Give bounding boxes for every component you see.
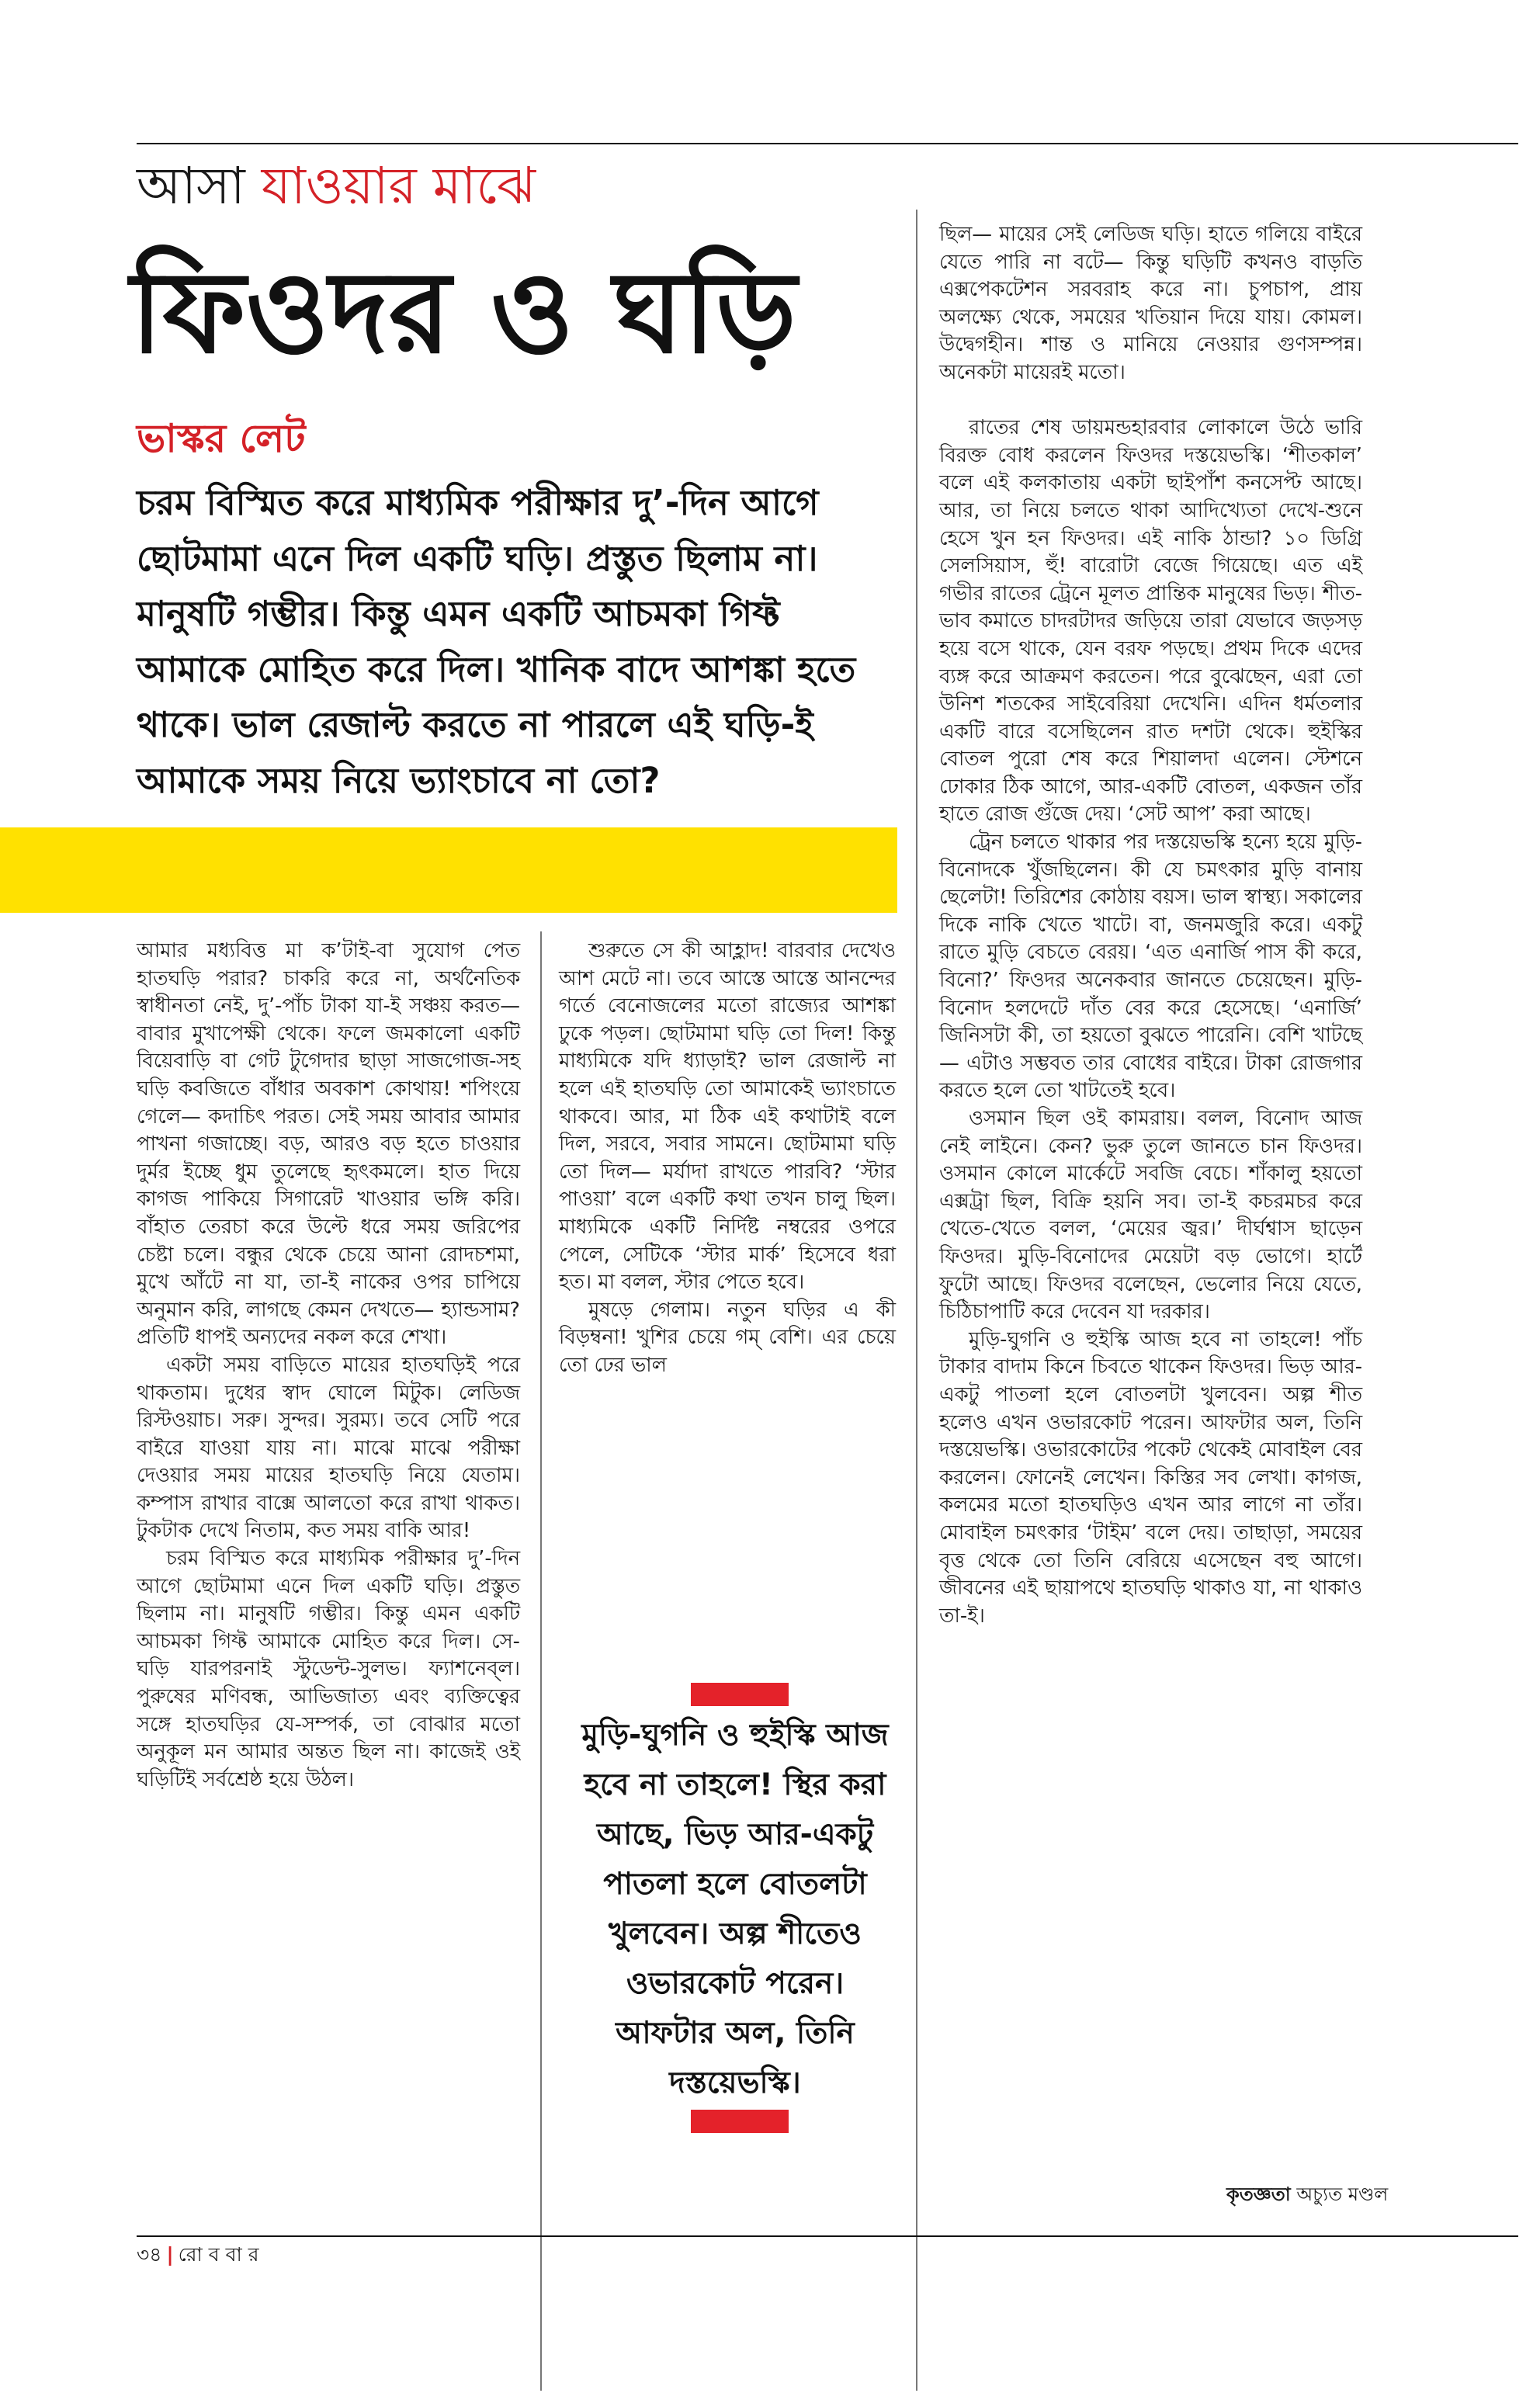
pullquote-bottom-bar bbox=[691, 2110, 789, 2133]
paragraph: ওসমান ছিল ওই কামরায়। বলল, বিনোদ আজ নেই লাইনে। কেন? ভুরু তুলে জানতে চান ফিওদর। ওসমান কোলে মার্কেটে সবজি বেচে। শাঁকালু হয়তো এক্সট্রা ছিল, বিক্রি হয়নি সব। তা-ই কচরমচর করে খেতে-খেতে বলল, ‘মেয়ের জ্বর।’ দীর্ঘশ্বাস ছাড়েন ফিওদর। মুড়ি-বিনোদের মেয়েটা বড় ভোগে। হার্টে ফুটো আছে। ফিওদর বলেছেন, ভেলোর নিয়ে যেতে, চিঠিচাপাটি করে দেবেন যা দরকার। bbox=[939, 1107, 1362, 1324]
magazine-name: রো ব বা র bbox=[178, 2243, 259, 2266]
paragraph: ছিল— মায়ের সেই লেডিজ ঘড়ি। হাতে গলিয়ে বাইরে যেতে পারি না বটে— কিন্তু ঘড়িটি কখনও বাড়তি এক্সপেকটেশন সরবরাহ করে না। চুপচাপ, প্রায় অলক্ষ্যে থেকে, সময়ের খতিয়ান দিয়ে যায়। কোমল। উদ্বেগহীন। শান্ত ও মানিয়ে নেওয়ার গুণসম্পন্ন। অনেকটা মায়েরই মতো। bbox=[939, 223, 1362, 384]
column-divider-2 bbox=[916, 210, 917, 2391]
paragraph: আমার মধ্যবিত্ত মা ক’টাই-বা সুযোগ পেত হাতঘড়ি পরার? চাকরি করে না, অর্থনৈতিক স্বাধীনতা নেই, দু’-পাঁচ টাকা যা-ই সঞ্চয় করত— বাবার মুখাপেক্ষী থেকে। ফলে জমকালো একটি বিয়েবাড়ি বা গেট টুগেদার ছাড়া সাজগোজ-সহ ঘড়ি কবজিতে বাঁধার অবকাশ কোথায়! শপিংয়ে গেলে— কদাচিৎ পরত। সেই সময় আবার আমার পাখনা গজাচ্ছে। বড়, আরও বড় হতে চাওয়ার দুর্মর ইচ্ছে ধুম তুলেছে হৃৎকমলে। হাত দিয়ে কাগজ পাকিয়ে সিগারেট খাওয়ার ভঙ্গি করি। বাঁহাত তেরচা করে উল্টে ধরে সময় জরিপের চেষ্টা চলে। বন্ধুর থেকে চেয়ে আনা রোদচশমা, মুখে আঁটে না যা, তা-ই নাকের ওপর চাপিয়ে অনুমান করি, লাগছে কেমন দেখতে— হ্যান্ডসাম? প্রতিটি ধাপই অন্যদের নকল করে শেখা। bbox=[137, 939, 520, 1350]
section-kicker bbox=[137, 155, 536, 217]
page-folio bbox=[137, 2242, 258, 2268]
kicker-part-2: যাওয়ার মাঝে bbox=[261, 156, 536, 216]
top-rule bbox=[137, 143, 1518, 144]
headline: ফিওদর ও ঘড়ি bbox=[130, 246, 797, 379]
intro-deck: চরম বিস্মিত করে মাধ্যমিক পরীক্ষার দু’-দিন আগে ছোটমামা এনে দিল একটি ঘড়ি। প্রস্তুত ছিলাম না। মানুষটি গম্ভীর। কিন্তু এমন একটি আচমকা গিফ্ট আমাকে মোহিত করে দিল। খানিক বাদে আশঙ্কা হতে থাকে। ভাল রেজাল্ট করতে না পারলে এই ঘড়ি-ই আমাকে সময় নিয়ে ভ্যাংচাবে না তো? bbox=[137, 482, 856, 801]
page-number: ৩৪ bbox=[137, 2243, 162, 2266]
paragraph: একটা সময় বাড়িতে মায়ের হাতঘড়িই পরে থাকতাম। দুধের স্বাদ ঘোলে মিটুক। লেডিজ রিস্টওয়াচ। সরু। সুন্দর। সুরম্য। তবে সেটি পরে বাইরে যাওয়া যায় না। মাঝে মাঝে পরীক্ষা দেওয়ার সময় মায়ের হাতঘড়ি নিয়ে যেতাম। কম্পাস রাখার বাক্সে আলতো করে রাখা থাকত। টুকটাক দেখে নিতাম, কত সময় বাকি আর! bbox=[137, 1353, 520, 1543]
paragraph: শুরুতে সে কী আহ্লাদ! বারবার দেখেও আশ মেটে না। তবে আস্তে আস্তে আনন্দের গর্তে বেনোজলের মতো রাজ্যের আশঙ্কা ঢুকে পড়ল। ছোটমামা ঘড়ি তো দিল! কিন্তু মাধ্যমিকে যদি ধ্যাড়াই? ভাল রেজাল্ট না হলে এই হাতঘড়ি তো আমাকেই ভ্যাংচাতে থাকবে। আর, মা ঠিক এই কথাটাই বলে দিল, সরবে, সবার সামনে। ছোটমামা ঘড়ি তো দিল— মর্যাদা রাখতে পারবি? ‘স্টার পাওয়া’ বলে একটি কথা তখন চালু ছিল। মাধ্যমিকে একটি নির্দিষ্ট নম্বরের ওপরে পেলে, সেটিকে ‘স্টার মার্ক’ হিসেবে ধরা হত। মা বলল, স্টার পেতে হবে। bbox=[559, 939, 896, 1295]
paragraph: চরম বিস্মিত করে মাধ্যমিক পরীক্ষার দু’-দিন আগে ছোটমামা এনে দিল একটি ঘড়ি। প্রস্তুত ছিলাম না। মানুষটি গম্ভীর। কিন্তু এমন একটি আচমকা গিফ্ট আমাকে মোহিত করে দিল। সে-ঘড়ি যারপরনাই স্টুডেন্ট-সুলভ। ফ্যাশনেব্‌ল। পুরুষের মণিবন্ধ, আভিজাত্য এবং ব্যক্তিত্বের সঙ্গে হাতঘড়ির যে-সম্পর্ক, তা বোঝার মতো অনুকূল মন আমার অন্তত ছিল না। কাজেই ওই ঘড়িটিই সর্বশ্রেষ্ঠ হয়ে উঠল। bbox=[137, 1547, 520, 1791]
bottom-rule bbox=[137, 2235, 1518, 2237]
credit-line bbox=[1226, 2181, 1388, 2207]
paragraph: মুষড়ে গেলাম। নতুন ঘড়ির এ কী বিড়ম্বনা! খুশির চেয়ে গম্ বেশি। এর চেয়ে তো ঢের ভাল bbox=[559, 1298, 896, 1377]
yellow-band bbox=[0, 827, 897, 913]
credit-name: অচ্যুত মণ্ডল bbox=[1296, 2183, 1389, 2205]
paragraph: রাতের শেষ ডায়মন্ডহারবার লোকালে উঠে ভারি বিরক্ত বোধ করলেন ফিওদর দস্তয়েভস্কি। ‘শীতকাল’ বলে এই কলকাতায় একটা ছাইপাঁশ কনসেপ্ট আছে। আর, তা নিয়ে চলতে থাকা আদিখ্যেতা দেখে-শুনে হেসে খুন হন ফিওদর। এই নাকি ঠান্ডা? ১০ ডিগ্রি সেলসিয়াস, হুঁ! বারোটা বেজে গিয়েছে। এত এই গভীর রাতের ট্রেনে মূলত প্রান্তিক মানুষের ভিড়। শীত-ভাব কমাতে চাদরটাদর জড়িয়ে তারা যেভাবে জড়সড় হয়ে বসে থাকে, যেন বরফ পড়ছে। প্রথম দিকে এদের ব্যঙ্গ করে আক্রমণ করতেন। পরে বুঝেছেন, এরা তো উনিশ শতকের সাইবেরিয়া দেখেনি। এদিন ধর্মতলার একটি বারে বসেছিলেন রাত দশটা থেকে। হুইস্কির বোতল পুরো শেষ করে শিয়ালদা এলেন। স্টেশনে ঢোকার ঠিক আগে, আর-একটি বোতল, একজন তাঁর হাতে রোজ গুঁজে দেয়। ‘সেট আপ’ করা আছে। bbox=[939, 416, 1362, 827]
folio-separator: | bbox=[166, 2243, 174, 2266]
column-divider-1 bbox=[540, 931, 542, 2391]
pullquote-top-bar bbox=[691, 1683, 789, 1706]
byline: ভাস্কর লেট bbox=[137, 416, 306, 461]
kicker-part-1: আসা bbox=[137, 156, 245, 216]
pullquote: মুড়ি-ঘুগনি ও হুইস্কি আজ হবে না তাহলে! স্থির করা আছে, ভিড় আর-একটু পাতলা হলে বোতলটা খুলবেন। অল্প শীতেও ওভারকোট পরেন। আফটার অল, তিনি দস্তয়েভস্কি। bbox=[581, 1718, 889, 2100]
body-column-1 bbox=[137, 938, 520, 1794]
paragraph: মুড়ি-ঘুগনি ও হুইস্কি আজ হবে না তাহলে! পাঁচ টাকার বাদাম কিনে চিবতে থাকেন ফিওদর। ভিড় আর-একটু পাতলা হলে বোতলটা খুলবেন। অল্প শীত হলেও এখন ওভারকোট পরেন। আফটার অল, তিনি দস্তয়েভস্কি। ওভারকোটের পকেট থেকেই মোবাইল বের করলেন। ফোনেই লেখেন। কিস্তির সব লেখা। কাগজ, কলমের মতো হাতঘড়িও এখন আর লাগে না তাঁর। মোবাইল চমৎকার ‘টাইম’ বলে দেয়। তাছাড়া, সময়ের বৃত্ত থেকে তো তিনি বেরিয়ে এসেছেন বহু আগে। জীবনের এই ছায়াপথে হাতঘড়ি থাকাও যা, না থাকাও তা-ই। bbox=[939, 1327, 1362, 1628]
body-column-2 bbox=[559, 938, 896, 1380]
credit-label: কৃতজ্ঞতা bbox=[1226, 2183, 1291, 2205]
paragraph: ট্রেন চলতে থাকার পর দস্তয়েভস্কি হন্যে হয়ে মুড়ি-বিনোদকে খুঁজছিলেন। কী যে চমৎকার মুড়ি বানায় ছেলেটা! তিরিশের কোঠায় বয়স। ভাল স্বাস্থ্য। সকালের দিকে নাকি খেতে খাটে। বা, জনমজুরি করে। একটু রাতে মুড়ি বেচতে বেরয়। ‘এত এনার্জি পাস কী করে, বিনো?’ ফিওদর অনেকবার জানতে চেয়েছেন। মুড়ি-বিনোদ হলদেটে দাঁত বের করে হেসেছে। ‘এনার্জি’ জিনিসটা কী, তা হয়তো বুঝতে পারেনি। বেশি খাটছে— এটাও সম্ভবত তার বোধের বাইরে। টাকা রোজগার করতে হলে তো খাটতেই হবে। bbox=[939, 831, 1362, 1103]
body-column-3 bbox=[939, 221, 1362, 1630]
